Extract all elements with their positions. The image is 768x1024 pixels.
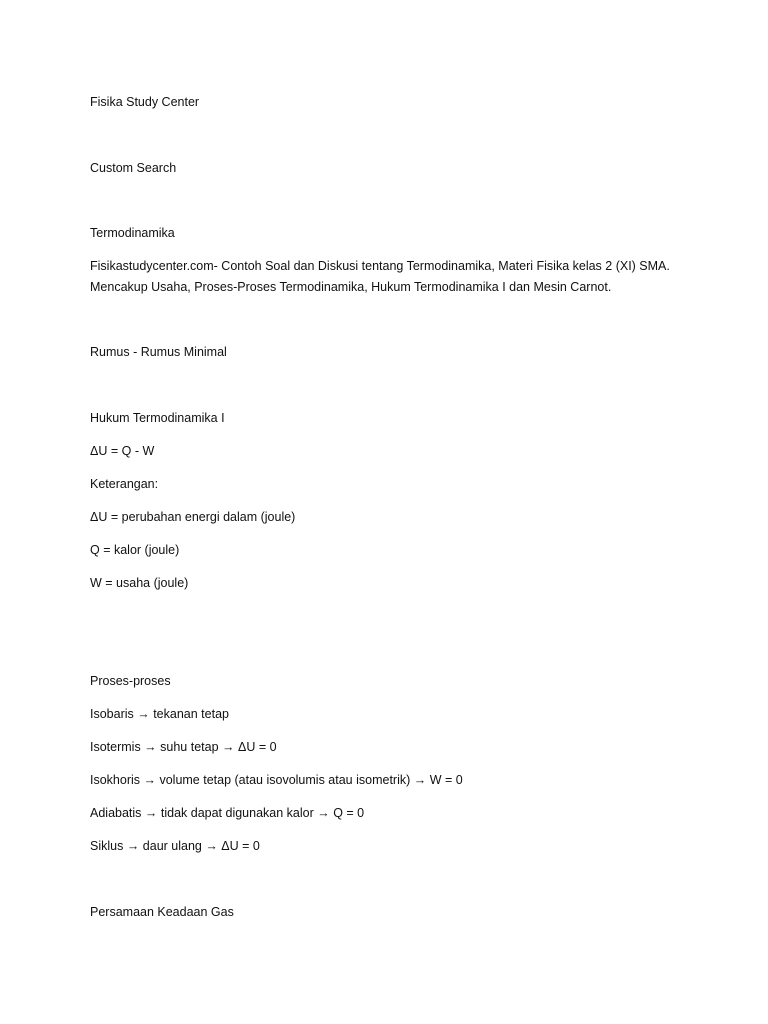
note-w: W = usaha (joule) xyxy=(90,576,189,590)
process-cycle: Siklus → daur ulang → ΔU = 0 xyxy=(90,839,260,853)
notes-label: Keterangan: xyxy=(90,477,159,491)
note-q: Q = kalor (joule) xyxy=(90,543,180,557)
processes-heading: Proses-proses xyxy=(90,674,171,688)
note-delta-u: ΔU = perubahan energi dalam (joule) xyxy=(90,510,296,524)
custom-search-label: Custom Search xyxy=(90,161,177,175)
gas-state-heading: Persamaan Keadaan Gas xyxy=(90,905,234,919)
process-isochoric: Isokhoris → volume tetap (atau isovolumis atau isometrik) → W = 0 xyxy=(90,773,463,787)
site-title: Fisika Study Center xyxy=(90,95,200,109)
process-isothermal: Isotermis → suhu tetap → ΔU = 0 xyxy=(90,740,277,754)
page-heading: Termodinamika xyxy=(90,226,175,240)
process-isobaric: Isobaris → tekanan tetap xyxy=(90,707,229,721)
process-adiabatic: Adiabatis → tidak dapat digunakan kalor → Q = 0 xyxy=(90,806,365,820)
law-equation: ΔU = Q - W xyxy=(90,444,155,458)
law-title: Hukum Termodinamika I xyxy=(90,411,225,425)
intro-line-2: Mencakup Usaha, Proses-Proses Termodinamika, Hukum Termodinamika I dan Mesin Carnot. xyxy=(90,280,612,294)
intro-line-1: Fisikastudycenter.com- Contoh Soal dan Diskusi tentang Termodinamika, Materi Fisika kelas 2 (XI) SMA. xyxy=(90,259,670,273)
section-formulas-heading: Rumus - Rumus Minimal xyxy=(90,345,227,359)
